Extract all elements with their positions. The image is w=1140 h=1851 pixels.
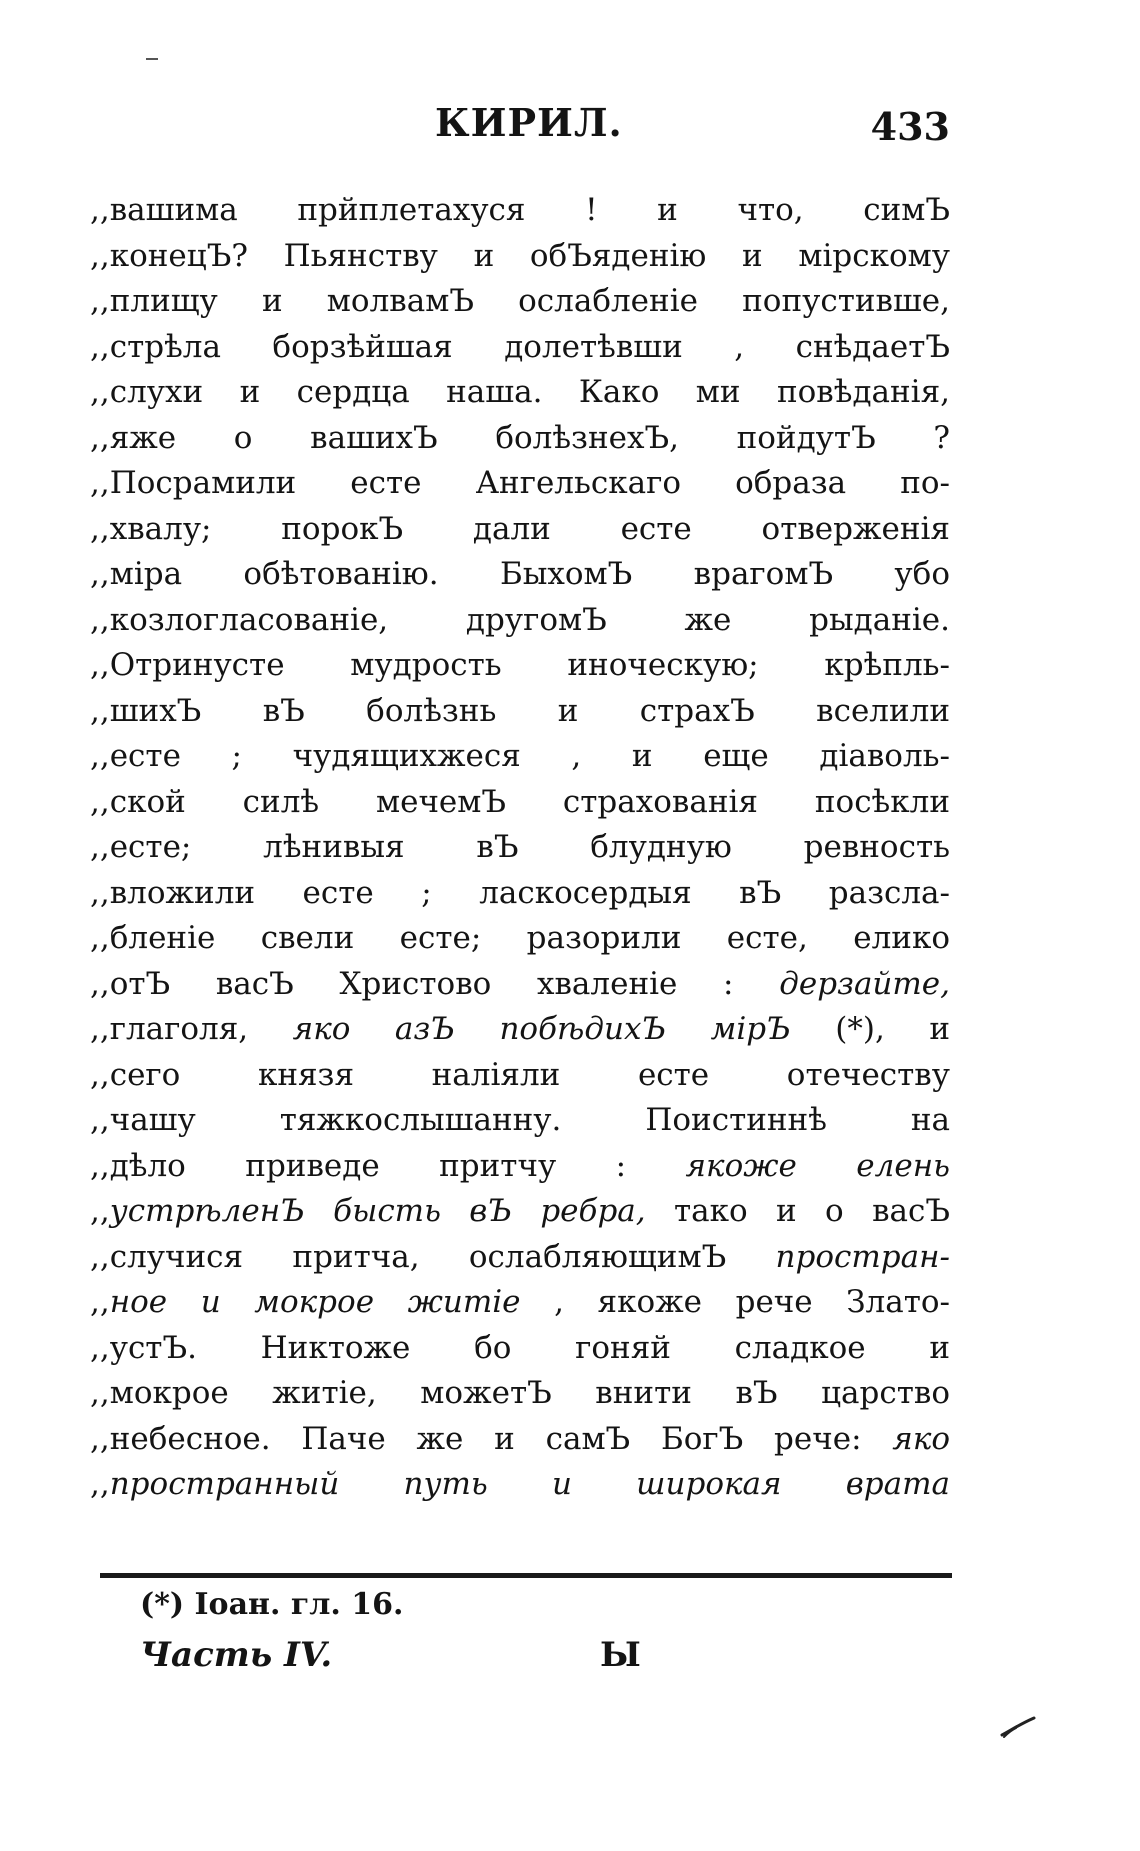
text-line: ,,вашима прйплетахуся ! и что, симЪ [90,192,950,228]
scan-speck [146,58,158,60]
text-line: ,,чашу тяжкослышанну. Поистиннѣ на [90,1102,950,1138]
italic-text: дерзайте, [779,965,950,1002]
page-header [90,100,950,160]
text-line: ,,слухи и сердца наша. Како ми повѣданiя, [90,374,950,410]
body-text [90,188,950,1508]
text-line: ,,шихЪ вЪ болѣзнь и страхЪ вселили [90,692,950,729]
signature-line [140,1635,760,1685]
text-line: ,,бленiе свели есте; разорили есте, елико [90,920,950,956]
text-line: ,,мiра обѣтованiю. БыхомЪ врагомЪ убо [90,556,950,592]
part-label: Часть IV. [140,1635,333,1675]
italic-text: пространный путь и широкая врата [109,1466,950,1502]
italic-text: простран- [775,1238,950,1275]
margin-pen-mark [1000,1715,1036,1739]
italic-text: ное и мокрое житiе [109,1284,521,1320]
text-line: ,,дѣло приведе притчу : якоже елень [90,1147,950,1184]
text-line: ,,плищу и молвамЪ ослабленiе попустивше, [90,283,950,319]
text-line: ,,глаголя, яко азЪ побѣдихЪ мiрЪ (*), и [90,1011,950,1047]
italic-text: устрѣленЪ бысть вЪ ребра, [109,1193,646,1229]
text-line: ,,пространный путь и широкая врата [90,1466,950,1502]
text-line: ,,ное и мокрое житiе , якоже рече Злато- [90,1284,950,1320]
italic-text: яко азЪ побѣдихЪ мiрЪ [292,1011,791,1047]
text-line: ,,отЪ васЪ Христово хваленiе : дерзайте, [90,965,950,1002]
italic-text: якоже елень [685,1147,950,1184]
text-line: ,,Отринусте мудрость иноческую; крѣпль- [90,647,950,683]
text-line: ,,сего князя налiяли есте отечеству [90,1056,950,1093]
text-line: ,,мокрое житiе, можетЪ внити вЪ царство [90,1375,950,1411]
signature-mark: Ы [600,1635,641,1675]
text-line: ,,небесное. Паче же и самЪ БогЪ рече: яко [90,1420,950,1457]
text-line: ,,устрѣленЪ бысть вЪ ребра, тако и о васЪ [90,1193,950,1229]
text-line: ,,есте ; чудящихжеся , и еще дiаволь- [90,738,950,774]
page-number: 433 [870,104,950,149]
running-title: КИРИЛ. [435,100,623,145]
text-line: ,,ской силѣ мечемЪ страхованiя посѣкли [90,783,950,820]
text-line: ,,конецЪ? Пьянству и обЪяденiю и мiрскому [90,237,950,274]
text-line: ,,стрѣла борзѣйшая долетѣвши , снѣдаетЪ [90,328,950,365]
footnote-rule [100,1573,952,1578]
text-line: ,,вложили есте ; ласкосердыя вЪ разсла- [90,874,950,911]
text-line: ,,есте; лѣнивыя вЪ блудную ревность [90,829,950,865]
text-line: ,,устЪ. Никтоже бо гоняй сладкое и [90,1329,950,1366]
text-line: ,,козлогласованiе, другомЪ же рыданiе. [90,601,950,638]
footnote: (*) Iоан. гл. 16. [140,1587,404,1622]
text-line: ,,Посрамили есте Ангельскаго образа по- [90,465,950,501]
italic-text: яко [892,1420,950,1457]
text-line: ,,яже о вашихЪ болѣзнехЪ, пойдутЪ ? [90,419,950,456]
text-line: ,,хвалу; порокЪ дали есте отверженiя [90,510,950,547]
text-line: ,,случися притча, ослабляющимЪ простран- [90,1238,950,1275]
